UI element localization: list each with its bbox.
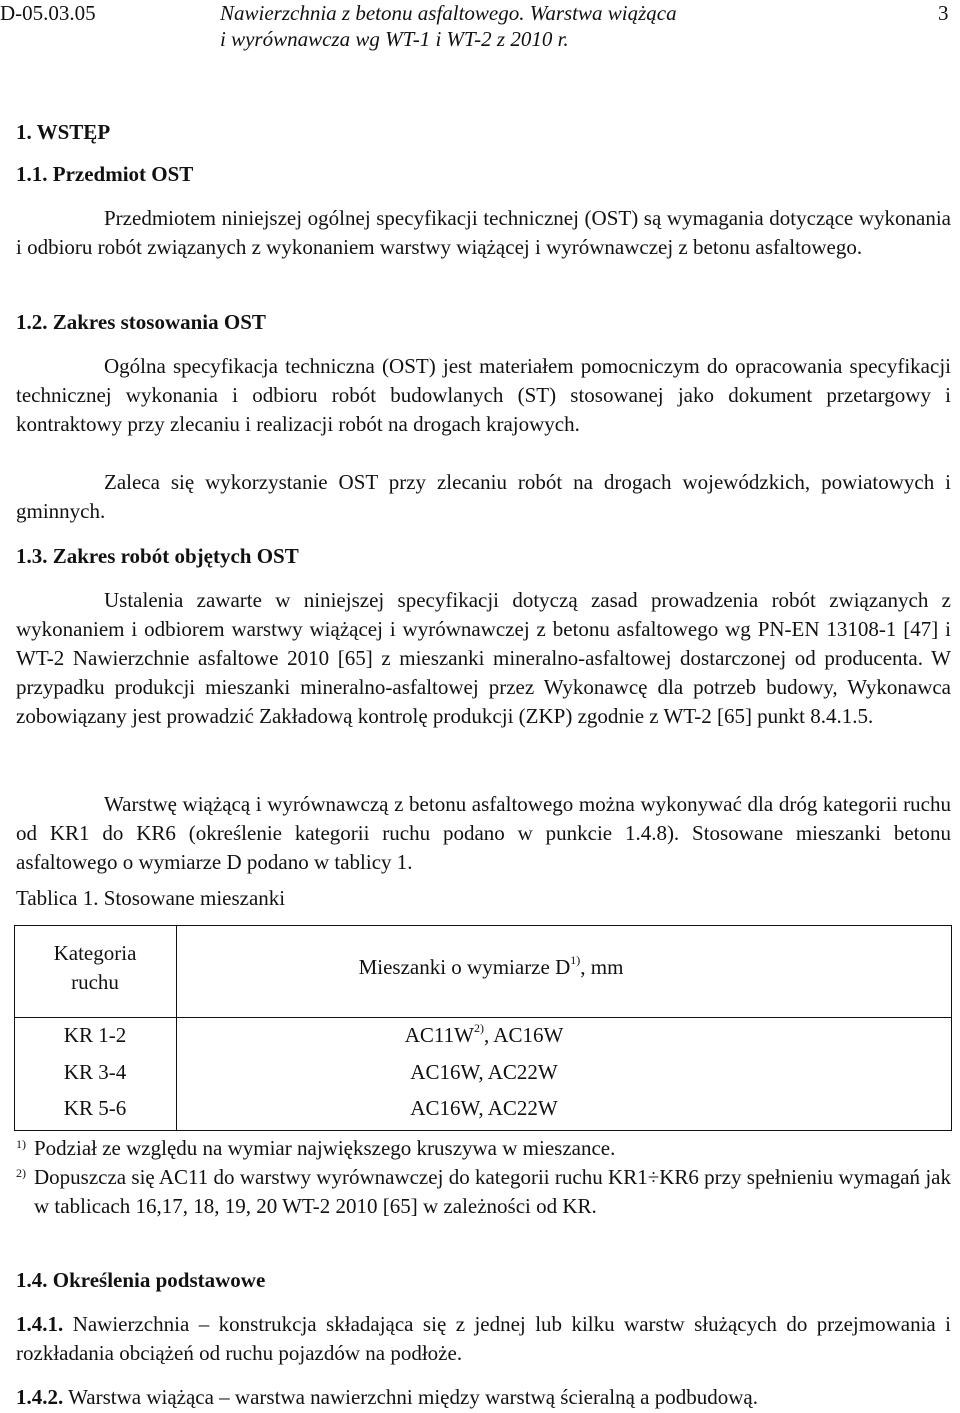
paragraph-1-1: Przedmiotem niniejszej ogólnej specyfikacji technicznej (OST) są wymagania dotyczące wykonania i odbioru robót związanych z wykonaniem warstwy wiążącej i wyrównawczej z betonu asfaltowego. — [16, 206, 951, 259]
definition-1-4-1-number: 1.4.1. — [16, 1312, 64, 1336]
row-1-mix-main: AC11W — [404, 1023, 474, 1047]
table-caption: Tablica 1. Stosowane mieszanki — [16, 886, 286, 910]
table-header-divider — [14, 1017, 952, 1018]
section-heading-1: 1. WSTĘP — [16, 120, 111, 144]
footnote-1 — [16, 1134, 951, 1163]
footnote-2 — [16, 1163, 951, 1221]
paragraph-1-2-b: Zaleca się wykorzystanie OST przy zlecaniu robót na drogach wojewódzkich, powiatowych i gminnych. — [16, 470, 951, 523]
definition-1-4-2 — [16, 1383, 951, 1412]
table-header-mixes — [176, 953, 806, 982]
definition-1-4-2-number: 1.4.2. — [16, 1385, 64, 1409]
table-border-bottom — [14, 1130, 952, 1131]
row-1-mix-rest: , AC16W — [483, 1023, 564, 1047]
paragraph-1-2-a: Ogólna specyfikacja techniczna (OST) jest materiałem pomocniczym do opracowania specyfikacji technicznej wykonania i odbioru robót budowlanych (ST) stosowanej jako dokument przetargowy i kontraktowy przy zlecaniu i realizacji robót na drogach krajowych. — [16, 354, 951, 436]
table-row-2-category: KR 3-4 — [63, 1060, 127, 1084]
document-code: D-05.03.05 — [0, 1, 96, 25]
table-row-2-mix: AC16W, AC22W — [410, 1060, 558, 1084]
row-1-mix-sup: 2) — [473, 1021, 484, 1035]
page-number: 3 — [938, 1, 949, 25]
table-mixes — [14, 925, 952, 1131]
table-border-right — [951, 925, 952, 1131]
section-heading-1-2: 1.2. Zakres stosowania OST — [16, 310, 266, 334]
header-category-line2: ruchu — [71, 970, 119, 994]
table-row-3-mix: AC16W, AC22W — [410, 1096, 558, 1120]
paragraph-1-3-b: Warstwę wiążącą i wyrównawczą z betonu asfaltowego można wykonywać dla dróg kategorii ruchu od KR1 do KR6 (określenie kategorii ruchu podano w punkcie 1.4.8). Stosowane mieszanki betonu asfaltowego o wymiarze D podano w tablicy 1. — [16, 792, 951, 874]
header-title-line2: i wyrównawcza wg WT-1 i WT-2 z 2010 r. — [220, 27, 569, 51]
header-category-line1: Kategoria — [53, 941, 137, 965]
table-border-top — [14, 925, 952, 926]
section-heading-1-1: 1.1. Przedmiot OST — [16, 162, 194, 186]
header-title-line1: Nawierzchnia z betonu asfaltowego. Warstwa wiążąca — [220, 1, 677, 25]
footnote-1-text: Podział ze względu na wymiar największego kruszywa w mieszance. — [34, 1136, 616, 1160]
definition-1-4-2-text: Warstwa wiążąca – warstwa nawierzchni między warstwą ścieralną a podbudową. — [68, 1385, 758, 1409]
paragraph-1-3-a: Ustalenia zawarte w niniejszej specyfikacji dotyczą zasad prowadzenia robót związanych z wykonaniem i odbiorem warstwy wiążącej i wyrównawczej z betonu asfaltowego wg PN-EN 13108-1 [47] i WT-2 Nawierzchnie asfaltowe 2010 [65] z mieszanki mineralno-asfaltowej dostarczonej od producenta. W przypadku produkcji mieszanki mineralno-asfaltowej przez Wykonawcę dla potrzeb budowy, Wykonawca zobowiązany jest prowadzić Zakładową kontrolę produkcji (ZKP) zgodnie z WT-2 [65] punkt 8.4.1.5. — [16, 588, 951, 728]
footnote-1-mark: 1) — [16, 1137, 26, 1151]
definition-1-4-1-text: Nawierzchnia – konstrukcja składająca się z jednej lub kilku warstw służących do przejmowania i rozkładania obciążeń od ruchu pojazdów na podłoże. — [16, 1312, 952, 1365]
table-row-1-category: KR 1-2 — [63, 1023, 127, 1047]
header-mixes-unit: , mm — [580, 955, 624, 979]
table-row-1-mix — [176, 1021, 792, 1050]
table-row-3-category: KR 5-6 — [63, 1096, 127, 1120]
definition-1-4-1 — [16, 1310, 951, 1368]
header-mixes-sup: 1) — [570, 953, 581, 967]
footnote-2-mark: 2) — [16, 1166, 26, 1180]
section-heading-1-4: 1.4. Określenia podstawowe — [16, 1268, 266, 1292]
footnote-2-text: Dopuszcza się AC11 do warstwy wyrównawczej do kategorii ruchu KR1÷KR6 przy spełnieniu wymagań jak w tablicach 16,17, 18, 19, 20 WT-2 2010 [65] w zależności od KR. — [34, 1165, 951, 1218]
header-mixes-label: Mieszanki o wymiarze D — [358, 955, 571, 979]
page-header — [0, 0, 960, 52]
section-heading-1-3: 1.3. Zakres robót objętych OST — [16, 544, 299, 568]
table-header-category — [14, 939, 176, 997]
